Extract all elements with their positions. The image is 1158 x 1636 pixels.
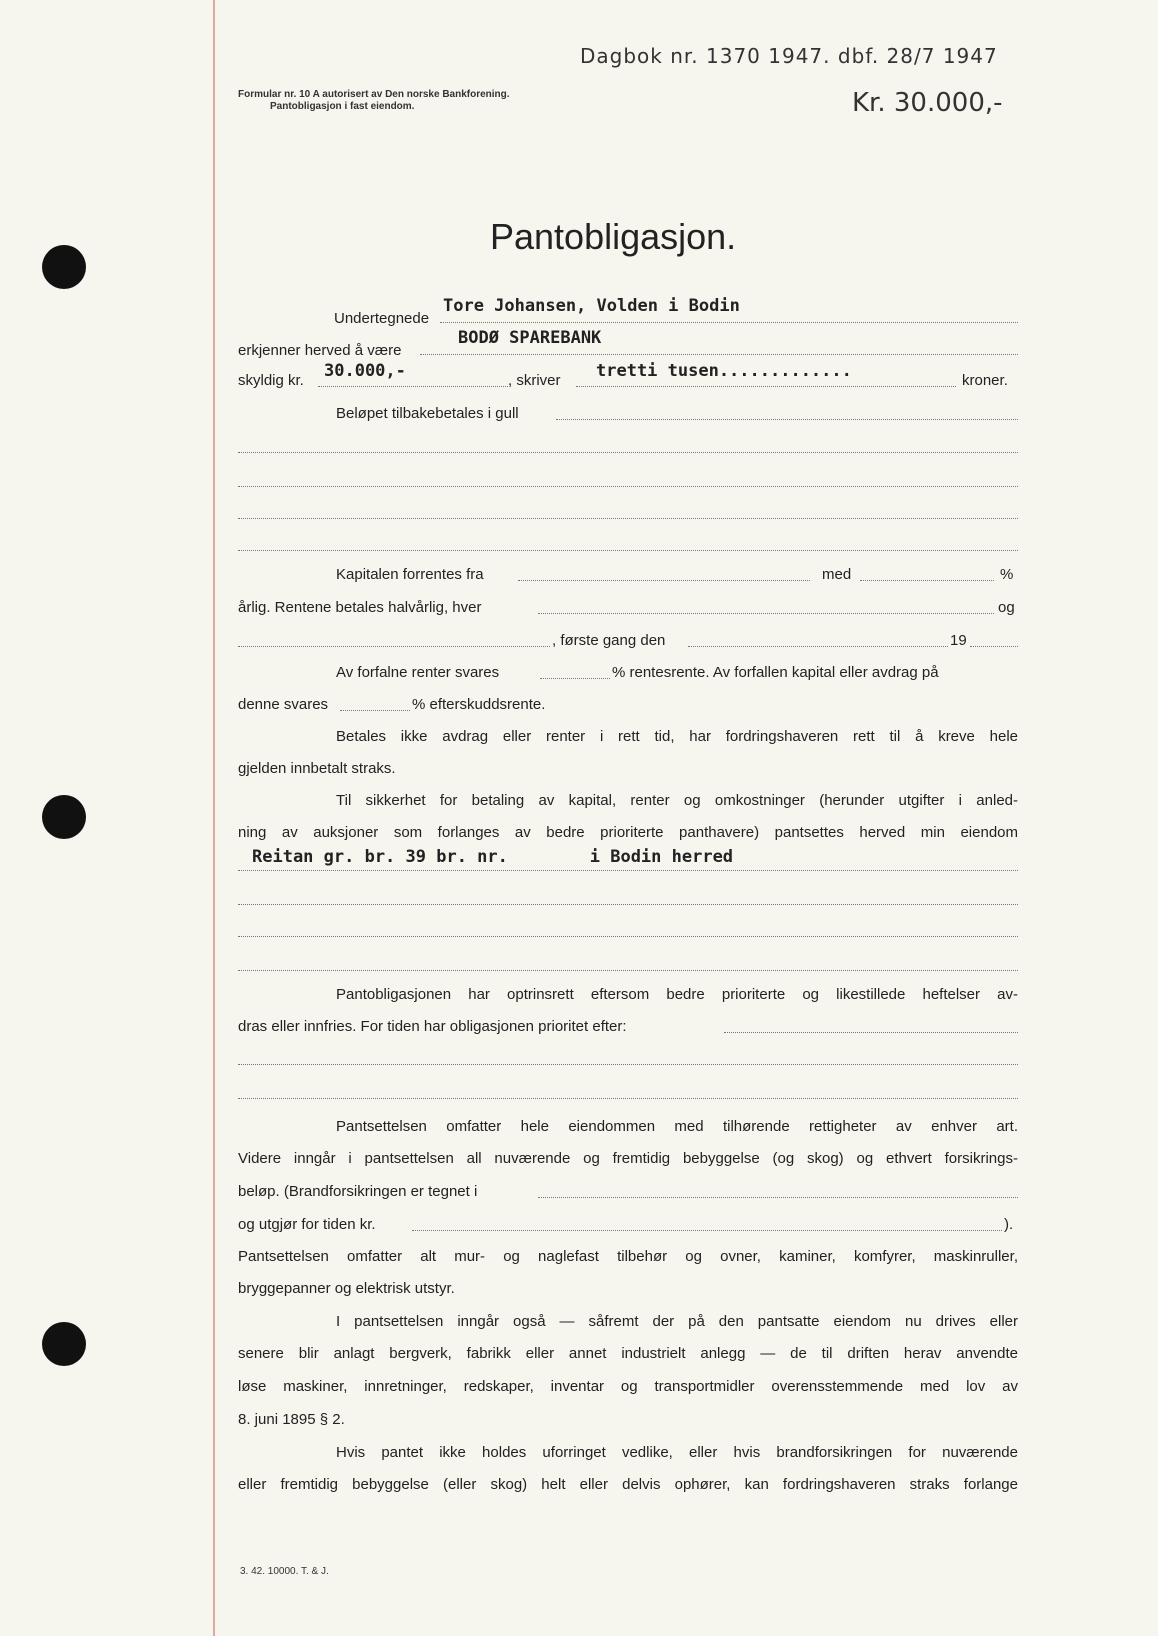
dotted-line — [440, 322, 1018, 323]
pantsettelse-p1-line-2: Videre inngår i pantsettelsen all nuværende og fremtidig bebyggelse (og skog) og ethvert forsikrings- — [238, 1150, 1018, 1167]
page-title: Pantobligasjon. — [490, 216, 737, 257]
formular-line-2: Pantobligasjon i fast eiendom. — [270, 101, 415, 112]
betales-line-1: Betales ikke avdrag eller renter i rett tid, har fordringshaveren rett til å kreve hele — [336, 728, 1018, 745]
dotted-line — [238, 870, 1018, 871]
arlig-label: årlig. Rentene betales halvårlig, hver — [238, 599, 482, 616]
dotted-line — [238, 1064, 1018, 1065]
pantsettelse-p3-line-3: løse maskiner, innretninger, redskaper, inventar og transportmidler overensstemmende med lov av — [238, 1378, 1018, 1395]
sikkerhet-line-2: ning av auksjoner som forlanges av bedre prioriterte panthavere) pantsettes herved min eiendom — [238, 824, 1018, 841]
denne-svares-label: denne svares — [238, 696, 329, 713]
dotted-line — [412, 1230, 1002, 1231]
dotted-line — [238, 518, 1018, 519]
dotted-line — [238, 486, 1018, 487]
dotted-line — [238, 550, 1018, 551]
dotted-line — [340, 710, 410, 711]
pantsettelse-p4-line-2: eller fremtidig bebyggelse (eller skog) helt eller delvis ophører, kan fordringshaveren straks forlange — [238, 1476, 1018, 1493]
pantsettelse-p3-line-1: I pantsettelsen inngår også — såfremt der på den pantsatte eiendom nu drives eller — [336, 1313, 1018, 1330]
efterskudd-text: % efterskuddsrente. — [412, 696, 546, 713]
year-prefix: 19 — [950, 632, 967, 649]
dotted-line — [860, 580, 994, 581]
pantsettelse-p1-line-3: beløp. (Brandforsikringen er tegnet i — [238, 1183, 478, 1200]
dotted-line — [238, 646, 550, 647]
dotted-line — [518, 580, 810, 581]
rentesrente-text: % rentesrente. Av forfallen kapital eller avdrag på — [612, 664, 939, 681]
av-forfalne-label: Av forfalne renter svares — [336, 664, 500, 681]
erkjenner-value: BODØ SPAREBANK — [458, 328, 602, 348]
undertegnede-value: Tore Johansen, Volden i Bodin — [443, 296, 740, 316]
pantsettelse-p3-line-4: 8. juni 1895 § 2. — [238, 1411, 345, 1428]
punch-hole — [42, 245, 86, 289]
kroner-label: kroner. — [962, 372, 1008, 389]
dotted-line — [238, 970, 1018, 971]
betales-line-2: gjelden innbetalt straks. — [238, 760, 396, 777]
dotted-line — [538, 613, 994, 614]
kapitalen-label: Kapitalen forrentes fra — [336, 566, 484, 583]
amount-header: Kr. 30.000,- — [852, 88, 1003, 118]
skriver-value: tretti tusen............. — [596, 361, 852, 381]
print-code-footer: 3. 42. 10000. T. & J. — [240, 1566, 329, 1577]
property-value: Reitan gr. br. 39 br. nr. i Bodin herred — [252, 847, 734, 867]
punch-hole — [42, 795, 86, 839]
closing-paren: ). — [1004, 1216, 1014, 1233]
dotted-line — [238, 452, 1018, 453]
pantsettelse-p1-line-1: Pantsettelsen omfatter hele eiendommen med tilhørende rettigheter av enhver art. — [336, 1118, 1018, 1135]
forste-gang-label: , første gang den — [552, 632, 666, 649]
skyldig-value: 30.000,- — [324, 361, 406, 381]
formular-line-1: Formular nr. 10 A autorisert av Den norske Bankforening. — [238, 89, 510, 100]
pantsettelse-p2-line-1: Pantsettelsen omfatter alt mur- og naglefast tilbehør og ovner, kaminer, komfyrer, maskinruller, — [238, 1248, 1018, 1265]
pantsettelse-p3-line-2: senere blir anlagt bergverk, fabrikk eller annet industrielt anlegg — de til driften herav anvendte — [238, 1345, 1018, 1362]
med-label: med — [822, 566, 852, 583]
dotted-line — [724, 1032, 1018, 1033]
og-label: og — [998, 599, 1015, 616]
dotted-line — [970, 646, 1018, 647]
margin-line — [213, 0, 215, 1636]
punch-hole — [42, 1322, 86, 1366]
pantsettelse-p4-line-1: Hvis pantet ikke holdes uforringet vedlike, eller hvis brandforsikringen for nuværende — [336, 1444, 1018, 1461]
percent-sign: % — [1000, 566, 1014, 583]
dotted-line — [576, 386, 956, 387]
dotted-line — [238, 936, 1018, 937]
dotted-line — [540, 678, 610, 679]
dagbok-stamp: Dagbok nr. 1370 1947. dbf. 28/7 1947 — [580, 44, 998, 68]
dotted-line — [688, 646, 948, 647]
skriver-label: , skriver — [508, 372, 561, 389]
dotted-line — [318, 386, 508, 387]
dotted-line — [420, 354, 1018, 355]
pantsettelse-p2-line-2: bryggepanner og elektrisk utstyr. — [238, 1280, 455, 1297]
dotted-line — [556, 419, 1018, 420]
pantsettelse-p1-line-4: og utgjør for tiden kr. — [238, 1216, 376, 1233]
optrinsrett-line-2: dras eller innfries. For tiden har obligasjonen prioritet efter: — [238, 1018, 627, 1035]
dotted-line — [238, 1098, 1018, 1099]
erkjenner-label: erkjenner herved å være — [238, 342, 402, 359]
dotted-line — [538, 1197, 1018, 1198]
optrinsrett-line-1: Pantobligasjonen har optrinsrett eftersom bedre prioriterte og likestillede heftelser av- — [336, 986, 1018, 1003]
skyldig-label: skyldig kr. — [238, 372, 304, 389]
sikkerhet-line-1: Til sikkerhet for betaling av kapital, renter og omkostninger (herunder utgifter i anled- — [336, 792, 1018, 809]
undertegnede-label: Undertegnede — [334, 310, 430, 327]
belopet-label: Beløpet tilbakebetales i gull — [336, 405, 519, 422]
dotted-line — [238, 904, 1018, 905]
